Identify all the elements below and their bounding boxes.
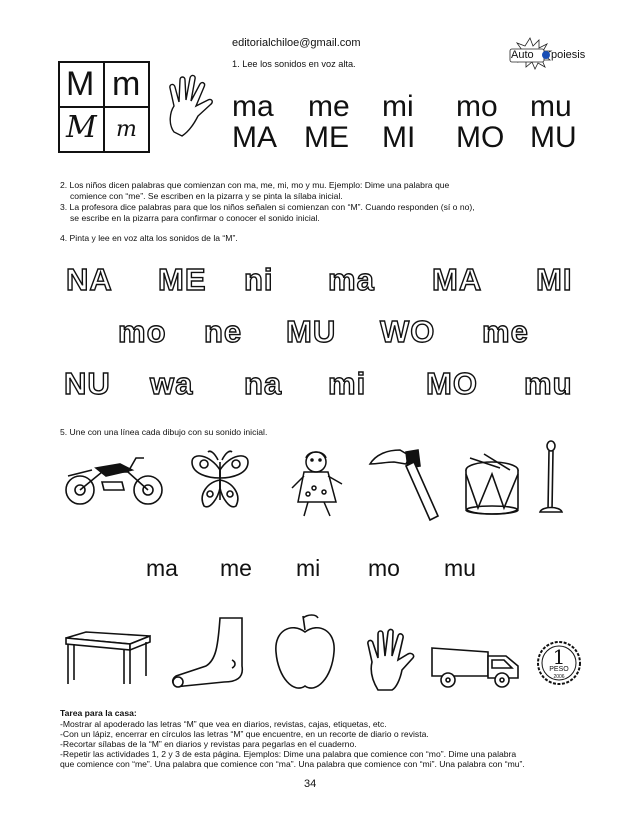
- drum-icon: [460, 454, 526, 525]
- syllable-upper-ma: MA: [232, 121, 277, 154]
- letter-box: [58, 61, 150, 153]
- outline-syllable: MO: [426, 366, 478, 401]
- outline-syllable: me: [482, 314, 529, 349]
- outline-syllable: ne: [204, 314, 243, 349]
- microphone-icon: [536, 440, 566, 525]
- instruction-4: 4. Pinta y lee en voz alta los sonidos de la “M”.: [60, 233, 238, 243]
- hammer-icon: [366, 446, 442, 531]
- table-icon: [62, 630, 154, 691]
- match-syllable-me: me: [220, 555, 252, 581]
- instruction-3a: 3. La profesora dice palabras para que los niños señalen si comienzan con “M”. Cuando responden (sí o no),: [60, 202, 475, 212]
- logo-text-poiesis: poiesis: [551, 49, 586, 61]
- outline-syllable: ni: [244, 262, 274, 297]
- activity5-instruction: 5. Une con una línea cada dibujo con su sonido inicial.: [60, 427, 268, 437]
- coin-icon: [536, 640, 582, 686]
- outline-syllable: NU: [64, 366, 111, 401]
- motorcycle-icon: [62, 452, 166, 513]
- doll-icon: [286, 448, 350, 525]
- coin-label: PESO: [549, 666, 569, 673]
- butterfly-icon: [188, 448, 252, 517]
- match-syllable-mo: mo: [368, 555, 400, 581]
- truck-icon: [428, 642, 524, 695]
- syllable-lower-me: me: [308, 90, 350, 123]
- letter-lower: m: [112, 65, 141, 103]
- activity1-instruction: 1. Lee los sonidos en voz alta.: [232, 59, 356, 69]
- match-syllable-mi: mi: [296, 555, 321, 581]
- instruction-2b: comience con “me”. Se escriben en la pizarra y se pinta la sílaba inicial.: [70, 191, 343, 201]
- homework-line: que comience con “me”. Una palabra que comience con “ma”. Una palabra que comience con “mi”. Una palabra con “mu”.: [60, 759, 525, 769]
- outline-syllable: na: [244, 366, 283, 401]
- outline-syllable: mu: [524, 366, 573, 401]
- waving-hand-icon: [160, 72, 220, 147]
- outline-syllable: mi: [328, 366, 367, 401]
- homework-line: -Mostrar al apoderado las letras “M” que vea en diarios, revistas, cajas, etiquetas, etc.: [60, 719, 387, 729]
- outline-syllable: ma: [328, 262, 375, 297]
- hand-icon: [364, 628, 420, 697]
- homework-line: -Con un lápiz, encerrar en círculos las letras “M” que encuentre, en un recorte de diario o revista.: [60, 729, 429, 739]
- syllable-lower-ma: ma: [232, 90, 274, 123]
- coin-year: 2006: [553, 674, 565, 680]
- homework-title: Tarea para la casa:: [60, 708, 137, 718]
- letter-cursive-lower: m: [116, 117, 137, 142]
- autopoiesis-logo: [502, 36, 592, 70]
- syllable-upper-mo: MO: [456, 121, 505, 154]
- outline-syllable: ME: [158, 262, 207, 297]
- outline-syllable: mo: [118, 314, 167, 349]
- outline-syllable: MI: [536, 262, 573, 297]
- letter-upper: M: [66, 65, 95, 103]
- homework-line: -Recortar sílabas de la “M” en diarios y revistas para pegarlas en el cuaderno.: [60, 739, 357, 749]
- page-number: 34: [304, 778, 317, 790]
- header-email: editorialchiloe@gmail.com: [232, 37, 361, 49]
- foot-icon: [166, 616, 252, 697]
- syllable-lower-mi: mi: [382, 90, 414, 123]
- logo-text-auto: Auto: [511, 49, 534, 61]
- outline-syllable: MU: [286, 314, 337, 349]
- syllable-upper-me: ME: [304, 121, 349, 154]
- outline-syllable: NA: [66, 262, 113, 297]
- outline-syllable: WO: [380, 314, 436, 349]
- instruction-2a: 2. Los niños dicen palabras que comienzan con ma, me, mi, mo y mu. Ejemplo: Dime una palabra que: [60, 180, 450, 190]
- syllable-lower-mu: mu: [530, 90, 572, 123]
- syllable-lower-mo: mo: [456, 90, 498, 123]
- outline-syllable: MA: [432, 262, 483, 297]
- match-syllable-mu: mu: [444, 555, 476, 581]
- syllable-upper-mi: MI: [382, 121, 416, 154]
- instruction-3b: se escribe en la pizarra para confirmar o conocer el sonido inicial.: [70, 213, 320, 223]
- outline-syllable: wa: [150, 366, 194, 401]
- letter-cursive-upper: M: [66, 110, 97, 145]
- coin-number: 1: [552, 645, 566, 669]
- syllable-upper-mu: MU: [530, 121, 577, 154]
- apple-icon: [272, 612, 338, 699]
- match-syllable-ma: ma: [146, 555, 178, 581]
- homework-line: -Repetir las actividades 1, 2 y 3 de esta página. Ejemplos: Dime una palabra que comience con “mo”. Dime una palabra: [60, 749, 517, 759]
